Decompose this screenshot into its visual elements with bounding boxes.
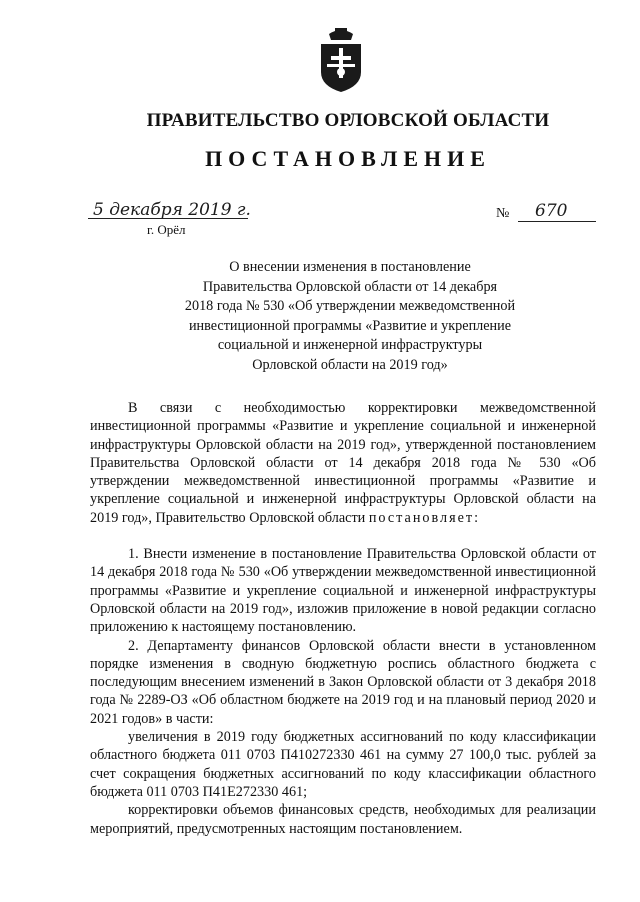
title-line: 2018 года № 530 «Об утверждении межведомственной: [184, 298, 516, 315]
resolves-word: постановляет:: [368, 509, 481, 526]
date-handwritten: 5 декабря 2019 г.: [93, 200, 251, 220]
document-type: ПОСТАНОВЛЕНИЕ: [205, 146, 491, 171]
title-line: социальной и инженерной инфраструктуры: [217, 337, 483, 354]
item-2b-paragraph: корректировки объемов финансовых средств, необходимых для реализации мероприятий, предусмотренных настоящим постановлением.: [90, 802, 596, 837]
document-title: [140, 258, 560, 376]
item-2a-paragraph: увеличения в 2019 году бюджетных ассигнований по коду классификации областного бюджета 011 0703 П410272330 461 на сумму 27 100,0 тыс. рублей за счет сокращения бюджетных ассигнований по коду классификации областного бюджета 011 0703 П41Е272330 461;: [90, 729, 596, 800]
title-line: О внесении изменения в постановление: [229, 259, 471, 275]
item-2-paragraph: 2. Департаменту финансов Орловской области внести в установленном порядке изменения в сводную бюджетную роспись областного бюджета с последующим внесением изменений в Закон Орловской области от 3 декабря 2018 года № 2289-ОЗ «Об областном бюджете на 2019 год и на плановый период 2020 и 2021 годов» в части:: [90, 637, 596, 727]
coat-of-arms-icon: [319, 28, 363, 92]
item-1-paragraph: 1. Внести изменение в постановление Правительства Орловской области от 14 декабря 2018 года № 530 «Об утверждении межведомственной инвестиционной программы «Развитие и укрепление социальной и инженерной инфраструктуры Орловской области на 2019 год», изложив приложение в новой редакции согласно приложению к настоящему постановлению.: [90, 546, 596, 636]
title-line: Орловской области на 2019 год»: [252, 356, 448, 373]
document-body: [90, 399, 596, 838]
city: г. Орёл: [147, 222, 186, 237]
organization-name: ПРАВИТЕЛЬСТВО ОРЛОВСКОЙ ОБЛАСТИ: [146, 110, 550, 131]
number-handwritten: 670: [535, 201, 568, 221]
number-underline: [518, 221, 596, 222]
title-line: инвестиционной программы «Развитие и укрепление: [188, 317, 512, 334]
title-line: Правительства Орловской области от 14 декабря: [202, 278, 498, 295]
number-label: №: [496, 206, 510, 221]
preamble-paragraph: В связи с необходимостью корректировки межведомственной инвестиционной программы «Развитие и укрепление социальной и инженерной инфраструктуры Орловской области на 2019 год», утвержденной постановлением Правительства Орловской области от 14 декабря 2018 года № 530 «Об утверждении межведомственной инвестиционной программы «Развитие и укрепление социальной и инженерной инфраструктуры Орловской области на 2019 год», Правительство Орловской области постановляет:: [90, 400, 596, 526]
